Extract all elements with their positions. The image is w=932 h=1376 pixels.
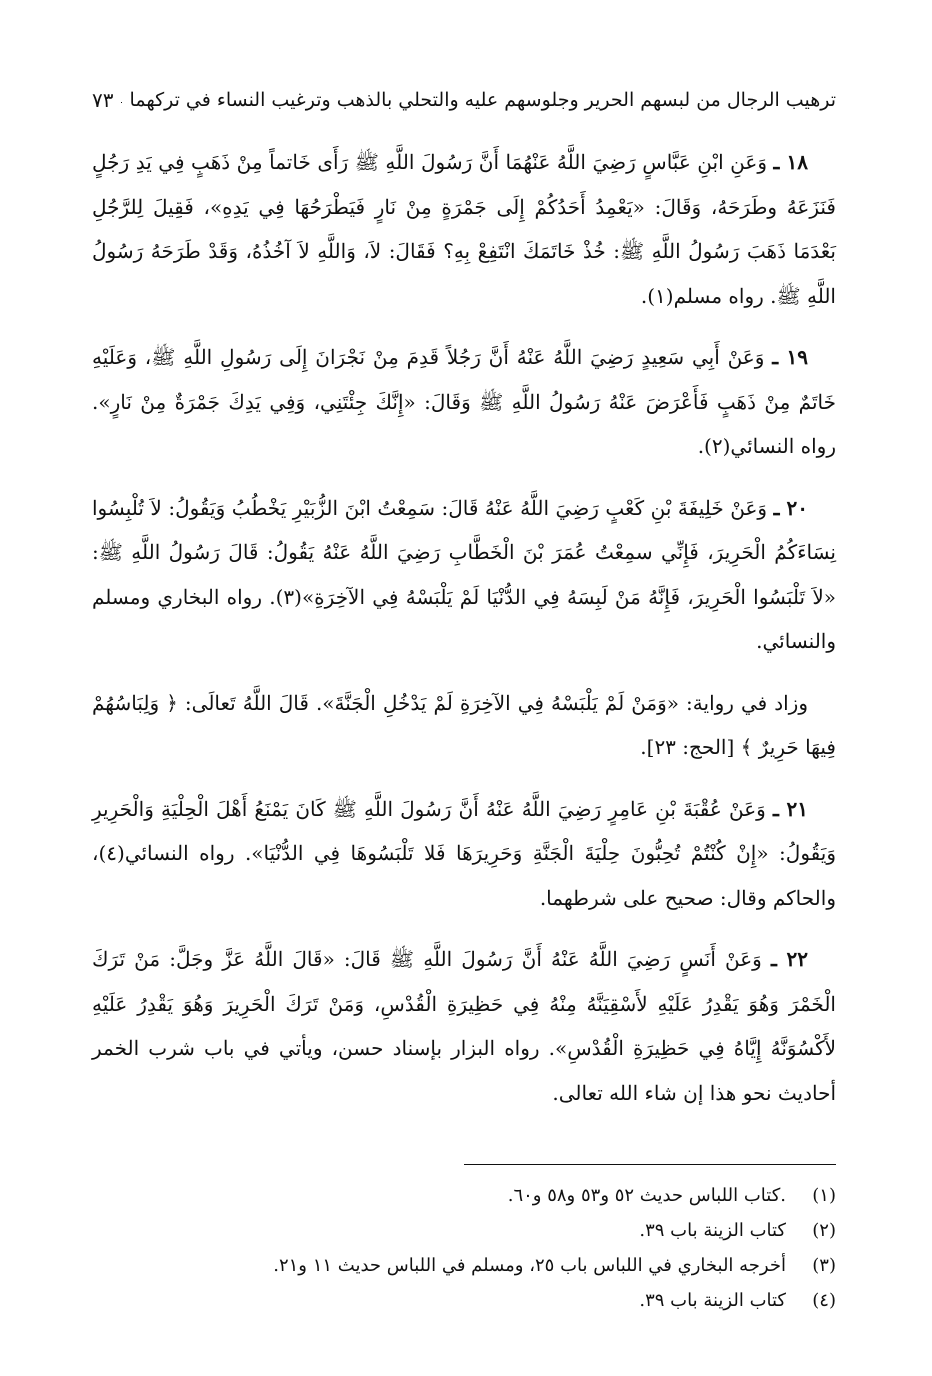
running-header	[92, 86, 836, 114]
paragraph-number: ٢٢ ـ	[770, 947, 809, 971]
hadith-paragraph-22	[92, 937, 836, 1115]
addition-paragraph	[92, 681, 836, 770]
footnote-separator	[464, 1164, 836, 1165]
page-number: ٧٣	[92, 88, 114, 112]
footnote-1	[92, 1178, 836, 1213]
paragraph-text: وَعَنْ عُقْبَةَ بْنِ عَامِرٍ رَضِيَ اللَّهُ عَنْهُ أَنَّ رَسُولَ اللَّهِ ﷺ كَانَ يَمْنَعُ أَهْلَ الْحِلْيَةِ وَالْحَرِيرِ وَيَقُولُ: «إِنْ كُنْتُمْ تُحِبُّونَ حِلْيَةَ الْجَنَّةِ وَحَرِيرَهَا فَلا تَلْبَسُوهَا فِي الدُّنْيَا». رواه النسائي(٤)، والحاكم وقال: صحيح على شرطهما.	[92, 796, 836, 910]
paragraph-text: وَعَنْ أَبِي سَعِيدٍ رَضِيَ اللَّهُ عَنْهُ أَنَّ رَجُلاً قَدِمَ مِنْ نَجْرَانَ إِلَى رَسُولِ اللَّهِ ﷺ، وَعَلَيْهِ خَاتَمٌ مِنْ ذَهَبٍ فَأَعْرَضَ عَنْهُ رَسُولُ اللَّهِ ﷺ وَقَالَ: «إِنَّكَ جِئْتَنِي، وَفِي يَدِكَ جَمْرَةٌ مِنْ نَارٍ». رواه النسائي(٢).	[92, 345, 836, 458]
hadith-paragraph-20	[92, 486, 836, 664]
paragraph-number: ١٨ ـ	[773, 150, 808, 174]
footnote-text: كتاب الزينة باب ٣٩.	[639, 1220, 786, 1241]
paragraph-text: وَعَنِ ابْنِ عَبَّاسٍ رَضِيَ اللَّهُ عَنْهُمَا أَنَّ رَسُولَ اللَّهِ ﷺ رَأَى خَاتماً مِنْ ذَهَبٍ فِي يَدِ رَجُلٍ فَنَزَعَهُ وطَرَحَهُ، وَقَالَ: «يَعْمِدُ أَحَدُكُمْ إِلَى جَمْرَةٍ مِنْ نَارٍ فَيَطْرَحُهَا فِي يَدِهِ»، فَقِيلَ لِلرَّجُلِ بَعْدَمَا ذَهَبَ رَسُولُ اللَّهِ ﷺ: خُذْ خَاتَمَكَ انْتَفِعْ بِهِ؟ فَقَالَ: لاَ، وَاللَّهِ لاَ آخُذُهُ، وَقَدْ طَرَحَهُ رَسُولُ اللَّهِ ﷺ. رواه مسلم(١).	[92, 150, 836, 308]
header-title: ترهيب الرجال من لبسهم الحرير وجلوسهم عليه والتحلي بالذهب وترغيب النساء في تركهما	[129, 89, 836, 111]
footnotes	[92, 1178, 836, 1318]
footnote-number: (٣)	[812, 1255, 836, 1276]
hadith-paragraph-18	[92, 140, 836, 318]
footnote-4	[92, 1283, 836, 1318]
footnote-3	[92, 1248, 836, 1283]
hadith-paragraph-21	[92, 787, 836, 921]
paragraph-number: ٢٠ ـ	[773, 495, 808, 520]
footnote-text: .كتاب اللباس حديث ٥٢ و٥٣ و٥٨ و٦٠.	[507, 1185, 786, 1206]
footnote-number: (٤)	[812, 1290, 836, 1311]
footnote-2	[92, 1213, 836, 1248]
footnote-text: أخرجه البخاري في اللباس باب ٢٥، ومسلم في اللباس حديث ١١ و٢١.	[273, 1255, 786, 1276]
footnote-text: كتاب الزينة باب ٣٩.	[639, 1290, 786, 1311]
paragraph-text: وَعَنْ أَنَسٍ رَضِيَ اللَّهُ عَنْهُ أَنَّ رَسُولَ اللَّهِ ﷺ قَالَ: «قَالَ اللَّهُ عَزَّ وجَلَّ: مَنْ تَرَكَ الْخَمْرَ وَهُوَ يَقْدِرُ عَلَيْهِ لأَسْقِيَنَّهُ مِنْهُ فِي حَظِيرَةِ الْقُدْسِ، وَمَنْ تَرَكَ الْحَرِيرَ وَهُوَ يَقْدِرُ عَلَيْهِ لأَكْسُوَنَّهُ إِيَّاهُ فِي حَظِيرَةِ الْقُدْسِ». رواه البزار بإسناد حسن، ويأتي في باب شرب الخمر أحاديث نحو هذا إن شاء الله تعالى.	[92, 947, 836, 1105]
footnote-number: (٢)	[812, 1220, 836, 1241]
paragraph-text: وَعَنْ خَلِيفَةَ بْنِ كَعْبٍ رَضِيَ اللَّهُ عَنْهُ قَالَ: سَمِعْتُ ابْنَ الزُّبَيْرِ يَخْطُبُ وَيَقُولُ: لاَ تُلْبِسُوا نِسَاءَكُمُ الْحَرِيرَ، فَإِنِّي سمِعْتُ عُمَرَ بْنَ الْخَطَّابِ رَضِيَ اللَّهُ عَنْهُ يَقُولُ: قَالَ رَسُولُ اللَّهِ ﷺ: «لاَ تَلْبَسُوا الْحَرِيرَ، فَإِنَّهُ مَنْ لَبِسَهُ فِي الدُّنْيَا لَمْ يَلْبَسْهُ فِي الآخِرَةِ»(٣). رواه البخاري ومسلم والنسائي.	[92, 495, 836, 653]
main-text	[92, 140, 836, 1132]
paragraph-text: وزاد في رواية: «وَمَنْ لَمْ يَلْبَسْهُ فِي الآخِرَةِ لَمْ يَدْخُلِ الْجَنَّةَ». قَالَ اللَّهُ تَعالَى: ﴿ وَلِبَاسُهُمْ فِيهَا حَرِيرٌ ﴾ [الحج: ٢٣].	[92, 690, 836, 759]
paragraph-number: ٢١ ـ	[772, 796, 809, 821]
paragraph-number: ١٩ ـ	[772, 345, 809, 369]
footnote-number: (١)	[812, 1185, 836, 1206]
hadith-paragraph-19	[92, 335, 836, 469]
